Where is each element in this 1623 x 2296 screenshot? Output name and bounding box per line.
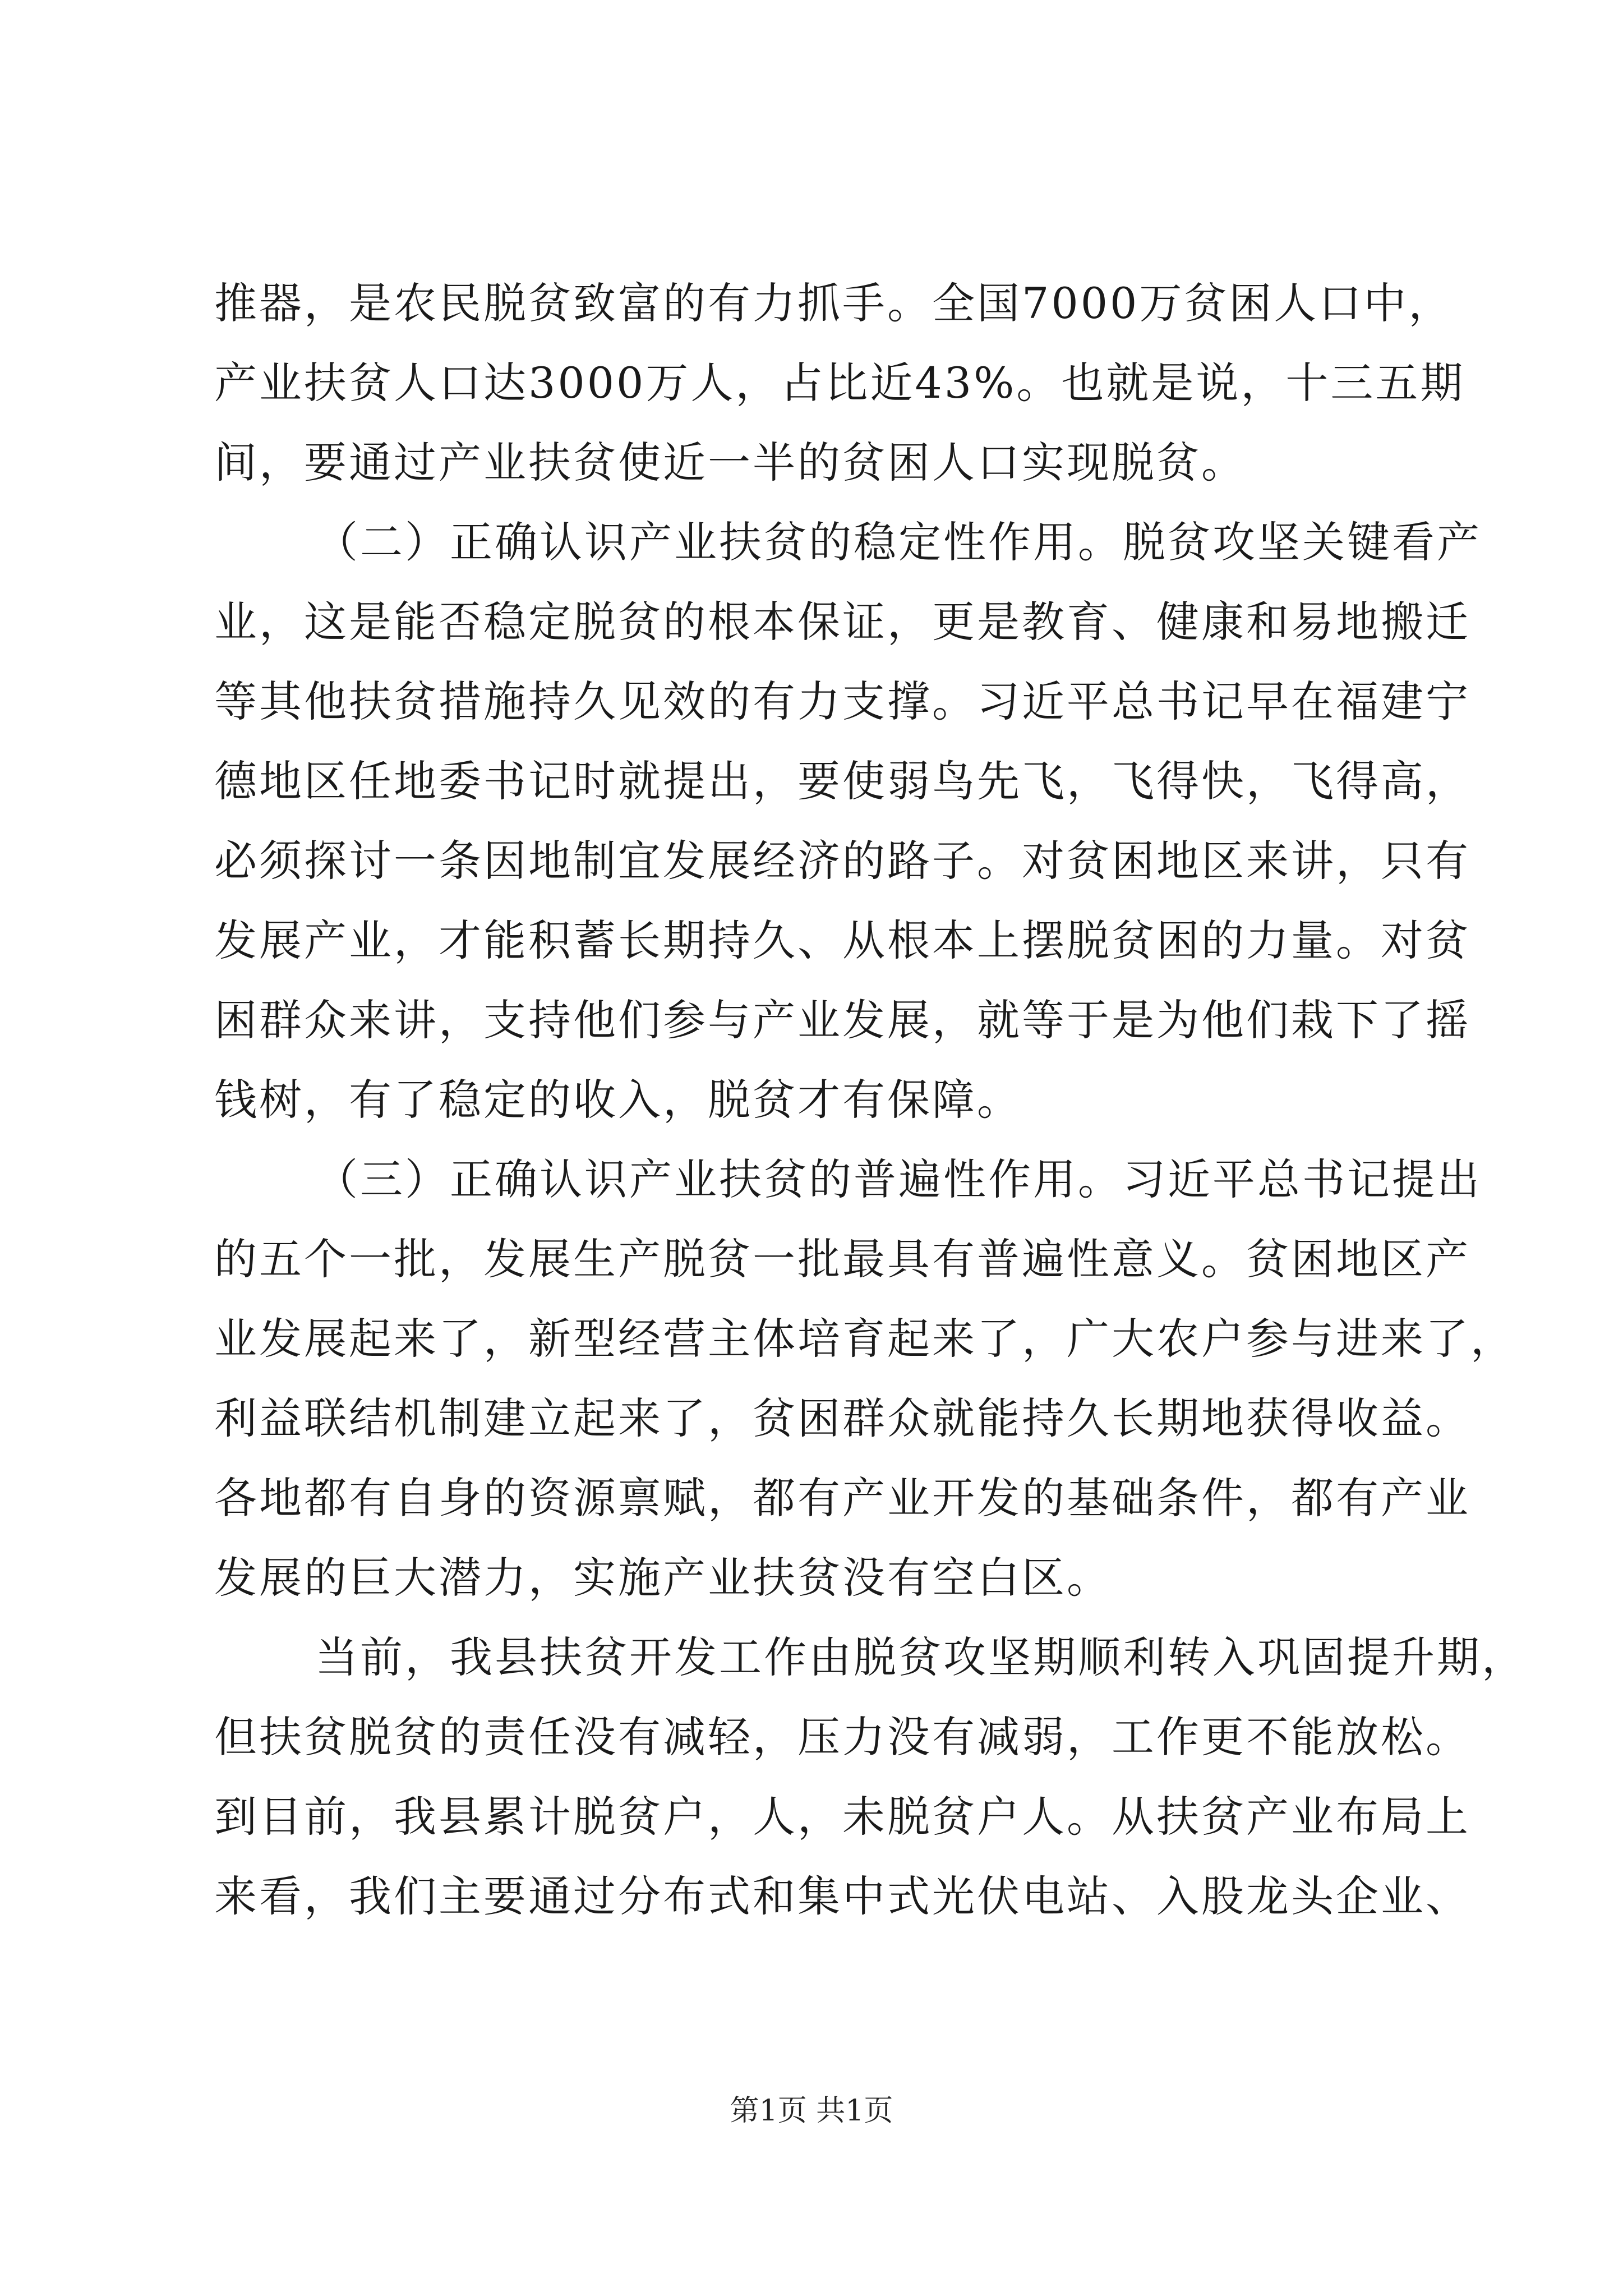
text-line: （二）正确认识产业扶贫的稳定性作用。脱贫攻坚关键看产 — [315, 517, 1482, 567]
text-line: 困群众来讲，支持他们参与产业发展，就等于是为他们栽下了摇 — [214, 995, 1470, 1045]
text-line: 业，这是能否稳定脱贫的根本保证，更是教育、健康和易地搬迁 — [214, 597, 1470, 647]
text-line: 但扶贫脱贫的责任没有减轻，压力没有减弱，工作更不能放松。 — [214, 1712, 1470, 1762]
text-line: 当前，我县扶贫开发工作由脱贫攻坚期顺利转入巩固提升期， — [315, 1632, 1527, 1682]
text-line: 德地区任地委书记时就提出，要使弱鸟先飞，飞得快，飞得高， — [214, 756, 1470, 806]
text-line: 发展的巨大潜力，实施产业扶贫没有空白区。 — [214, 1553, 1112, 1603]
text-line: 来看，我们主要通过分布式和集中式光伏电站、入股龙头企业、 — [214, 1871, 1470, 1921]
text-line: 到目前，我县累计脱贫户，人，未脱贫户人。从扶贫产业布局上 — [214, 1792, 1470, 1842]
page-footer — [0, 2087, 1623, 2129]
text-line: 的五个一批，发展生产脱贫一批最具有普遍性意义。贫困地区产 — [214, 1234, 1470, 1284]
text-line: 等其他扶贫措施持久见效的有力支撑。习近平总书记早在福建宁 — [214, 677, 1470, 726]
text-line: 业发展起来了，新型经营主体培育起来了，广大农户参与进来了， — [214, 1314, 1515, 1364]
text-line: 发展产业，才能积蓄长期持久、从根本上摆脱贫困的力量。对贫 — [214, 915, 1470, 965]
text-line: 各地都有自身的资源禀赋，都有产业开发的基础条件，都有产业 — [214, 1473, 1470, 1523]
text-line: 产业扶贫人口达3000万人，占比近43%。也就是说，十三五期 — [214, 358, 1465, 408]
text-line: 利益联结机制建立起来了，贫困群众就能持久长期地获得收益。 — [214, 1393, 1470, 1443]
text-line: （三）正确认识产业扶贫的普遍性作用。习近平总书记提出 — [315, 1154, 1482, 1204]
document-body — [214, 264, 1527, 1936]
text-line: 必须探讨一条因地制宜发展经济的路子。对贫困地区来讲，只有 — [214, 836, 1470, 886]
page-number-label: 第1页 共1页 — [730, 2094, 893, 2128]
text-line: 间，要通过产业扶贫使近一半的贫困人口实现脱贫。 — [214, 438, 1246, 487]
text-line: 推器，是农民脱贫致富的有力抓手。全国7000万贫困人口中， — [214, 278, 1454, 328]
text-line: 钱树，有了稳定的收入，脱贫才有保障。 — [214, 1075, 1022, 1125]
